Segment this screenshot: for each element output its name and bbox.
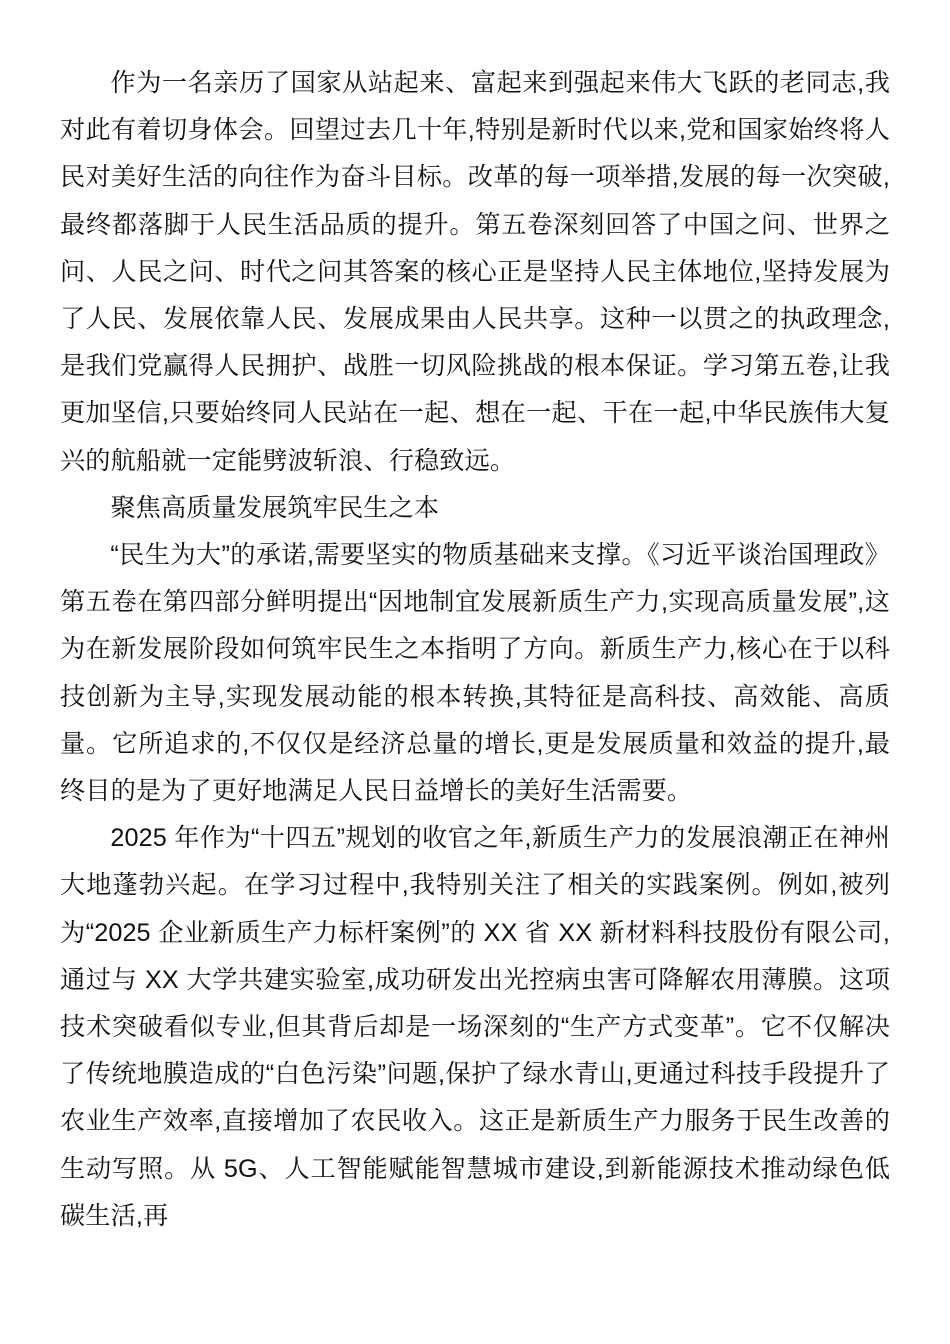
paragraph-minsheng-weida: “民生为大”的承诺,需要坚实的物质基础来支撑。《习近平谈治国理政》第五卷在第四部分鲜明提出“因地制宜发展新质生产力,实现高质量发展”,这为在新发展阶段如何筑牢民生之本指明了方向。新质生产力,核心在于以科技创新为主导,实现发展动能的根本转换,其特征是高科技、高效能、高质量。它所追求的,不仅仅是经济总量的增长,更是发展质量和效益的提升,最终目的是为了更好地满足人民日益增长的美好生活需要。 (60, 541, 890, 806)
paragraph-2025-case-study: 2025 年作为“十四五”规划的收官之年,新质生产力的发展浪潮正在神州大地蓬勃兴起。在学习过程中,我特别关注了相关的实践案例。例如,被列为“2025 企业新质生产力标杆案例”的 XX 省 XX 新材料科技股份有限公司,通过与 XX 大学共建实验室,成功研发出光控病虫害可降解农用薄膜。这项技术突破看似专业,但其背后却是一场深刻的“生产方式变革”。它不仅解决了传统地膜造成的“白色污染”问题,保护了绿水青山,更通过科技手段提升了农业生产效率,直接增加了农民收入。这正是新质生产力服务于民生改善的生动写照。从 5G、人工智能赋能智慧城市建设,到新能源技术推动绿色低碳生活,再 (60, 824, 890, 1230)
section-heading-high-quality-development: 聚焦高质量发展筑牢民生之本 (110, 493, 440, 522)
paragraph-personal-experience: 作为一名亲历了国家从站起来、富起来到强起来伟大飞跃的老同志,我对此有着切身体会。回望过去几十年,特别是新时代以来,党和国家始终将人民对美好生活的向往作为奋斗目标。改革的每一项举措,发展的每一次突破,最终都落脚于人民生活品质的提升。第五卷深刻回答了中国之问、世界之问、人民之问、时代之问其答案的核心正是坚持人民主体地位,坚持发展为了人民、发展依靠人民、发展成果由人民共享。这种一以贯之的执政理念,是我们党赢得人民拥护、战胜一切风险挑战的根本保证。学习第五卷,让我更加坚信,只要始终同人民站在一起、想在一起、干在一起,中华民族伟大复兴的航船就一定能劈波斩浪、行稳致远。 (60, 69, 890, 475)
document-body (60, 60, 890, 1240)
